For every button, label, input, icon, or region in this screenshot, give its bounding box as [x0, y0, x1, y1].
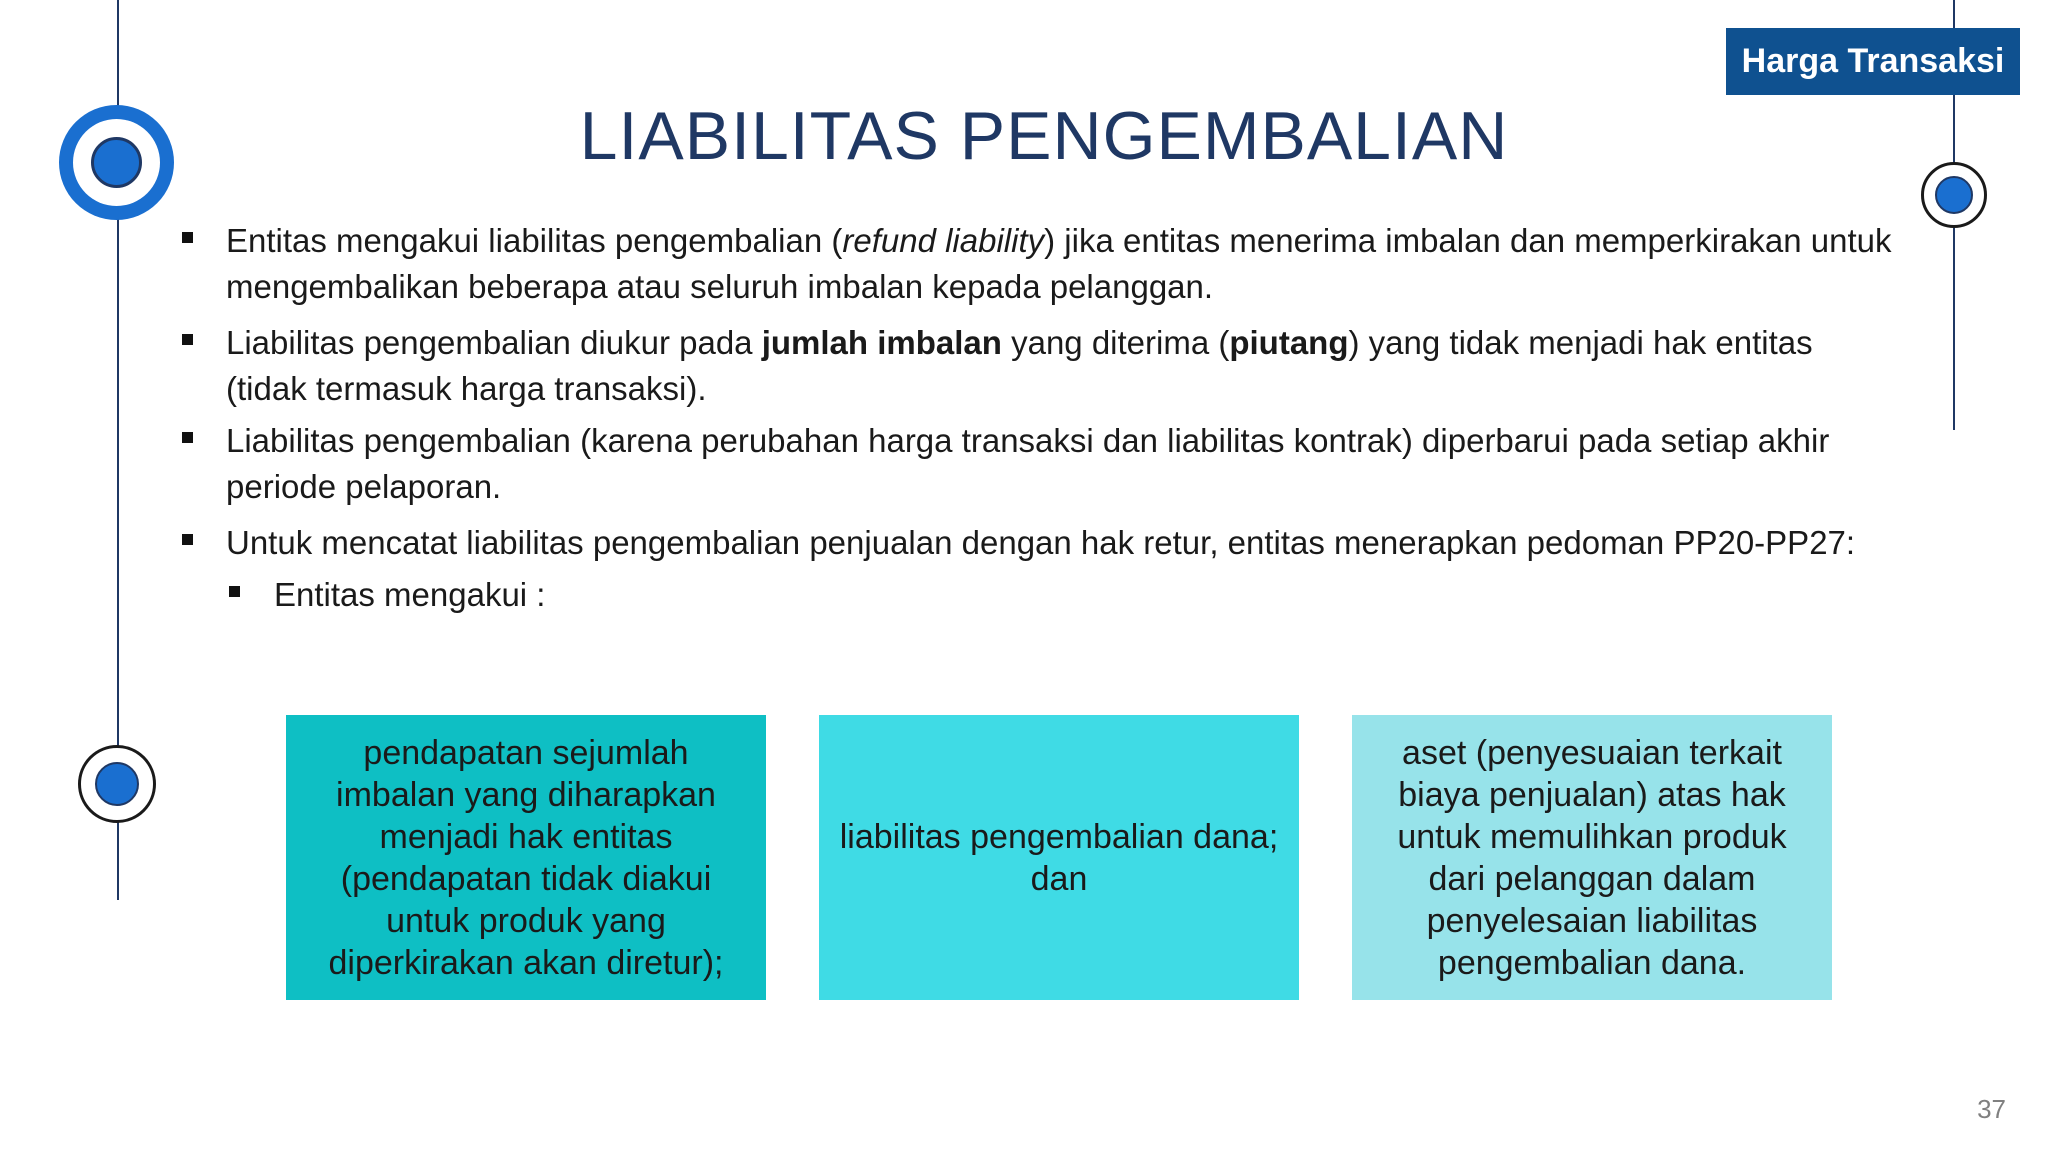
bullet-item [180, 218, 1900, 310]
bullet-item [180, 418, 1900, 510]
box-revenue: pendapatan sejumlah imbalan yang diharapkan menjadi hak entitas (pendapatan tidak diakui untuk produk yang diperkirakan akan diretur); [286, 715, 766, 1000]
bullet-text: Liabilitas pengembalian diukur pada [226, 324, 762, 361]
bullet-text: Untuk mencatat liabilitas pengembalian penjualan dengan hak retur, entitas menerapkan pedoman PP20-PP27: [226, 524, 1856, 561]
bullet-item [180, 320, 1900, 412]
decorative-circle-left-bottom-dot [95, 762, 139, 806]
page-number: 37 [1977, 1094, 2006, 1124]
decorative-circle-right-dot [1935, 176, 1973, 214]
sub-bullet-text: Entitas mengakui : [274, 576, 546, 613]
bullet-item [180, 520, 1900, 566]
bullet-italic-term: refund liability [842, 222, 1045, 259]
bullet-bold-term: jumlah imbalan [761, 324, 1002, 361]
bullet-marker [182, 232, 193, 243]
bullet-text: yang diterima ( [1001, 324, 1230, 361]
bullet-marker [182, 432, 193, 443]
slide-title: LIABILITAS PENGEMBALIAN [579, 98, 1509, 174]
bullet-bold-term: piutang [1229, 324, 1349, 361]
bullet-text: ) yang tidak menjadi hak entitas (tidak termasuk harga transaksi). [226, 324, 1813, 407]
bullet-text: Liabilitas pengembalian (karena perubahan harga transaksi dan liabilitas kontrak) diperbarui pada setiap akhir periode pelaporan. [226, 422, 1830, 505]
bullet-text: ) jika entitas menerima imbalan dan memperkirakan untuk mengembalikan beberapa atau seluruh imbalan kepada pelanggan. [226, 222, 1892, 305]
bullet-text: Entitas mengakui liabilitas pengembalian ( [226, 222, 843, 259]
bullet-marker [182, 334, 193, 345]
box-refund-liability: liabilitas pengembalian dana; dan [819, 715, 1299, 1000]
bullet-list [180, 218, 1900, 618]
sub-bullet-marker [229, 586, 240, 597]
sub-bullet-item [180, 572, 1900, 618]
section-badge: Harga Transaksi [1726, 28, 2020, 95]
bullet-marker [182, 534, 193, 545]
box-asset: aset (penyesuaian terkait biaya penjualan) atas hak untuk memulihkan produk dari pelanggan dalam penyelesaian liabilitas pengembalian dana. [1352, 715, 1832, 1000]
